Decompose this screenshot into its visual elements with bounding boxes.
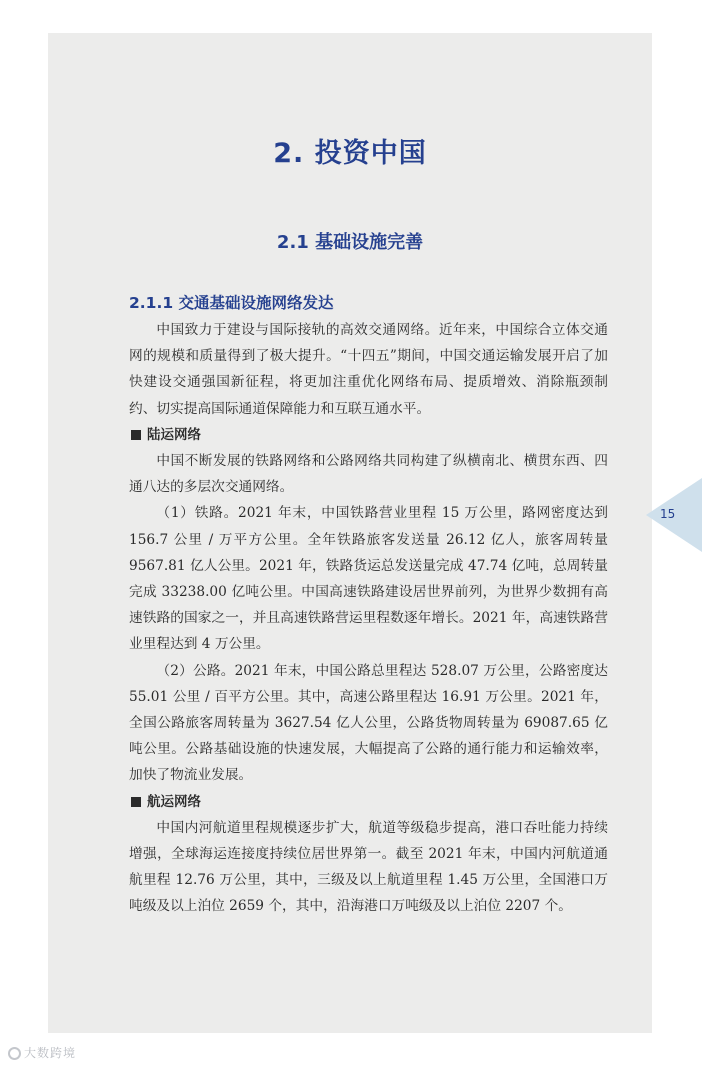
section-title: 2.1 基础设施完善 bbox=[276, 232, 424, 253]
shipping-paragraph: 中国内河航道里程规模逐步扩大，航道等级稳步提高，港口吞吐能力持续增强，全球海运连接度持续位居世界第一。截至 2021 年末，中国内河航道通航里程 12.76 万公里，其中，三级及以上航道里程 1.45 万公里，全国港口万吨级及以上泊位 2659 个，其中，沿海港口万吨级及以上泊位 2207 个。 bbox=[129, 819, 608, 915]
page-body bbox=[129, 289, 608, 920]
square-bullet-icon bbox=[131, 797, 141, 807]
chapter-title: 2. 投资中国 bbox=[273, 138, 427, 169]
railway-paragraph: （1）铁路。2021 年末，中国铁路营业里程 15 万公里，路网密度达到 156.7 公里 / 万平方公里。全年铁路旅客发送量 26.12 亿人，旅客周转量 9567.81 亿人公里。2021 年，铁路货运总发送量完成 47.74 亿吨，总周转量完成 33238.00 亿吨公里。中国高速铁路建设居世界前列，为世界少数拥有高速铁路的国家之一，并且高速铁路营运里程数逐年增长。2021 年，高速铁路营业里程达到 4 万公里。 bbox=[129, 505, 608, 653]
square-bullet-icon bbox=[131, 430, 141, 440]
land-network-label-text: 陆运网络 bbox=[147, 426, 201, 443]
shipping-network-label-text: 航运网络 bbox=[147, 793, 201, 810]
page-number-tab bbox=[642, 478, 702, 552]
watermark-text: 大数跨境 bbox=[24, 1046, 77, 1060]
highway-paragraph: （2）公路。2021 年末，中国公路总里程达 528.07 万公里，公路密度达 55.01 公里 / 百平方公里。其中，高速公路里程达 16.91 万公里。2021 年，全国公路旅客周转量为 3627.54 亿人公里，公路货物周转量为 69087.65 亿吨公里。公路基础设施的快速发展，大幅提高了公路的通行能力和运输效率，加快了物流业发展。 bbox=[129, 662, 608, 784]
land-network-label bbox=[129, 422, 608, 448]
watermark-logo-icon bbox=[8, 1047, 21, 1060]
document-page bbox=[48, 33, 652, 1033]
land-intro-paragraph: 中国不断发展的铁路网络和公路网络共同构建了纵横南北、横贯东西、四通八达的多层次交通网络。 bbox=[129, 453, 608, 496]
watermark bbox=[8, 1044, 76, 1061]
page-number: 15 bbox=[660, 507, 676, 521]
subsection-heading: 2.1.1 交通基础设施网络发达 bbox=[129, 294, 334, 312]
shipping-network-label bbox=[129, 789, 608, 815]
intro-paragraph: 中国致力于建设与国际接轨的高效交通网络。近年来，中国综合立体交通网的规模和质量得到了极大提升。“十四五”期间，中国交通运输发展开启了加快建设交通强国新征程，将更加注重优化网络布局、提质增效、消除瓶颈制约、切实提高国际通道保障能力和互联互通水平。 bbox=[129, 322, 608, 417]
